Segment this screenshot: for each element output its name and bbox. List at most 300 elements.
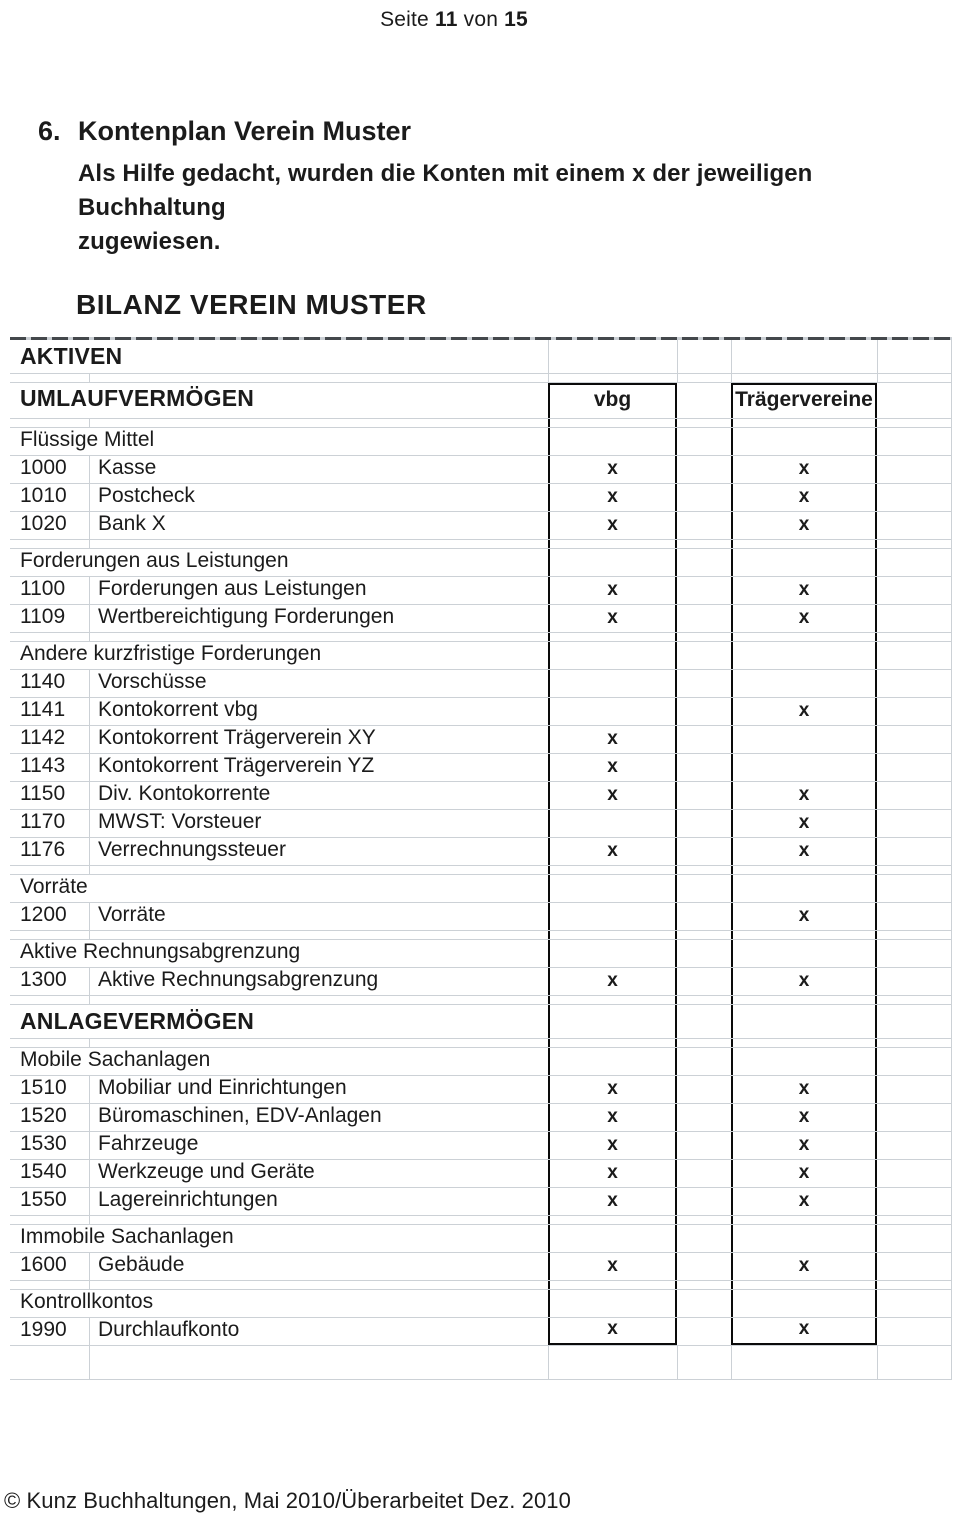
account-code: 1176 bbox=[10, 838, 90, 865]
account-code: 1141 bbox=[10, 698, 90, 725]
traegervereine-mark: x bbox=[731, 838, 877, 865]
traegervereine-mark bbox=[731, 374, 877, 382]
subsection-row bbox=[10, 1048, 952, 1076]
account-label bbox=[90, 540, 548, 548]
vbg-mark bbox=[548, 642, 677, 669]
account-label: Kontokorrent vbg bbox=[98, 698, 258, 721]
spacer-row bbox=[10, 419, 952, 428]
account-code bbox=[10, 374, 90, 382]
traegervereine-mark bbox=[731, 866, 877, 874]
account-row bbox=[10, 1160, 952, 1188]
section-heading bbox=[38, 116, 960, 147]
trailing-cell bbox=[877, 456, 952, 483]
trailing-cell bbox=[877, 670, 952, 697]
gap-cell bbox=[677, 549, 731, 576]
account-label bbox=[90, 633, 548, 641]
vbg-mark bbox=[548, 670, 677, 697]
page-total: 15 bbox=[504, 8, 528, 31]
subtitle-line-2: zugewiesen. bbox=[78, 228, 221, 255]
gap-cell bbox=[677, 428, 731, 455]
vbg-mark: x bbox=[548, 1104, 677, 1131]
traegervereine-column-header: Trägervereine bbox=[731, 383, 877, 418]
traegervereine-mark bbox=[731, 1225, 877, 1252]
trailing-cell bbox=[877, 642, 952, 669]
gap-cell bbox=[677, 484, 731, 511]
trailing-cell bbox=[877, 1132, 952, 1159]
traegervereine-mark: x bbox=[731, 456, 877, 483]
trailing-cell bbox=[877, 605, 952, 632]
vbg-mark bbox=[548, 1048, 677, 1075]
traegervereine-mark: x bbox=[731, 968, 877, 995]
vbg-mark bbox=[548, 340, 677, 373]
account-code bbox=[10, 1346, 90, 1379]
account-code: 1140 bbox=[10, 670, 90, 697]
account-row bbox=[10, 1076, 952, 1104]
account-row bbox=[10, 670, 952, 698]
subsection-row bbox=[10, 549, 952, 577]
spacer-row bbox=[10, 1039, 952, 1048]
account-code: 1143 bbox=[10, 754, 90, 781]
trailing-cell bbox=[877, 698, 952, 725]
account-label: Durchlaufkonto bbox=[98, 1318, 240, 1341]
traegervereine-mark: x bbox=[731, 484, 877, 511]
trailing-cell bbox=[877, 1188, 952, 1215]
trailing-cell bbox=[877, 1104, 952, 1131]
account-row bbox=[10, 1132, 952, 1160]
account-label: Postcheck bbox=[98, 484, 195, 507]
gap-cell bbox=[677, 456, 731, 483]
gap-cell bbox=[677, 340, 731, 373]
page-title: Kontenplan Verein Muster bbox=[78, 116, 412, 146]
traegervereine-mark: x bbox=[731, 1076, 877, 1103]
account-code: 1000 bbox=[10, 456, 90, 483]
page-header-of: von bbox=[463, 8, 499, 31]
trailing-cell bbox=[877, 374, 952, 382]
vbg-mark: x bbox=[548, 838, 677, 865]
gap-cell bbox=[677, 1132, 731, 1159]
account-label: Kontokorrent Trägerverein YZ bbox=[98, 754, 375, 777]
account-code: 1170 bbox=[10, 810, 90, 837]
trailing-cell bbox=[877, 340, 952, 373]
account-code: 1109 bbox=[10, 605, 90, 632]
traegervereine-mark bbox=[731, 726, 877, 753]
vbg-mark bbox=[548, 875, 677, 902]
trailing-cell bbox=[877, 931, 952, 939]
page-header-label: Seite bbox=[380, 8, 429, 31]
gap-cell bbox=[677, 419, 731, 427]
spacer-row bbox=[10, 1281, 952, 1290]
account-row bbox=[10, 456, 952, 484]
gap-cell bbox=[677, 903, 731, 930]
trailing-cell bbox=[877, 540, 952, 548]
account-label bbox=[90, 1039, 548, 1047]
subsection-row bbox=[10, 642, 952, 670]
vbg-mark: x bbox=[548, 1318, 677, 1345]
trailing-cell bbox=[877, 1318, 952, 1345]
trailing-cell bbox=[877, 549, 952, 576]
account-row bbox=[10, 512, 952, 540]
trailing-cell bbox=[877, 1216, 952, 1224]
vbg-mark: x bbox=[548, 1188, 677, 1215]
section-row bbox=[10, 1005, 952, 1039]
trailing-cell bbox=[877, 512, 952, 539]
subsection-label: Vorräte bbox=[20, 875, 88, 898]
gap-cell bbox=[677, 1039, 731, 1047]
vbg-mark bbox=[548, 549, 677, 576]
vbg-mark bbox=[548, 1225, 677, 1252]
traegervereine-mark bbox=[731, 419, 877, 427]
traegervereine-mark: x bbox=[731, 512, 877, 539]
traegervereine-mark: x bbox=[731, 605, 877, 632]
account-label: Vorschüsse bbox=[98, 670, 207, 693]
vbg-mark: x bbox=[548, 754, 677, 781]
section-label: AKTIVEN bbox=[20, 343, 123, 369]
subsection-label: Andere kurzfristige Forderungen bbox=[20, 642, 322, 665]
account-label: Bank X bbox=[98, 512, 166, 535]
account-row bbox=[10, 605, 952, 633]
vbg-mark bbox=[548, 1346, 677, 1379]
account-code: 1300 bbox=[10, 968, 90, 995]
account-code: 1530 bbox=[10, 1132, 90, 1159]
trailing-cell bbox=[877, 838, 952, 865]
gap-cell bbox=[677, 1346, 731, 1379]
section-label: ANLAGEVERMÖGEN bbox=[20, 1008, 255, 1034]
traegervereine-mark bbox=[731, 1281, 877, 1289]
header-row bbox=[10, 383, 952, 419]
vbg-mark: x bbox=[548, 726, 677, 753]
account-code bbox=[10, 1281, 90, 1289]
trailing-cell bbox=[877, 875, 952, 902]
gap-cell bbox=[677, 754, 731, 781]
traegervereine-mark: x bbox=[731, 1160, 877, 1187]
subsection-row bbox=[10, 875, 952, 903]
account-row bbox=[10, 698, 952, 726]
account-label: Fahrzeuge bbox=[98, 1132, 199, 1155]
account-label: Forderungen aus Leistungen bbox=[98, 577, 367, 600]
vbg-mark bbox=[548, 698, 677, 725]
account-row bbox=[10, 1253, 952, 1281]
empty-row bbox=[10, 1346, 952, 1380]
account-code: 1510 bbox=[10, 1076, 90, 1103]
vbg-mark: x bbox=[548, 577, 677, 604]
vbg-mark: x bbox=[548, 1076, 677, 1103]
vbg-mark bbox=[548, 540, 677, 548]
account-label: Wertbereichtigung Forderungen bbox=[98, 605, 395, 628]
gap-cell bbox=[677, 1048, 731, 1075]
account-label: Kasse bbox=[98, 456, 157, 479]
gap-cell bbox=[677, 374, 731, 382]
subsection-row bbox=[10, 1290, 952, 1318]
trailing-cell bbox=[877, 866, 952, 874]
account-label: Aktive Rechnungsabgrenzung bbox=[98, 968, 379, 991]
account-code: 1010 bbox=[10, 484, 90, 511]
trailing-cell bbox=[877, 484, 952, 511]
trailing-cell bbox=[877, 726, 952, 753]
trailing-cell bbox=[877, 1039, 952, 1047]
account-row bbox=[10, 754, 952, 782]
spacer-row bbox=[10, 931, 952, 940]
vbg-mark bbox=[548, 866, 677, 874]
vbg-column-header: vbg bbox=[548, 383, 677, 418]
trailing-cell bbox=[877, 1281, 952, 1289]
vbg-mark bbox=[548, 1039, 677, 1047]
trailing-cell bbox=[877, 1290, 952, 1317]
gap-cell bbox=[677, 931, 731, 939]
account-code bbox=[10, 1216, 90, 1224]
gap-cell bbox=[677, 1318, 731, 1345]
spacer-row bbox=[10, 540, 952, 549]
account-row bbox=[10, 1188, 952, 1216]
trailing-cell bbox=[877, 383, 952, 418]
spacer-row bbox=[10, 996, 952, 1005]
traegervereine-mark bbox=[731, 1216, 877, 1224]
gap-cell bbox=[677, 1253, 731, 1280]
vbg-mark bbox=[548, 633, 677, 641]
spacer-row bbox=[10, 374, 952, 383]
bilanz-title: BILANZ VEREIN MUSTER bbox=[76, 289, 427, 320]
page-header bbox=[0, 0, 934, 32]
traegervereine-mark bbox=[731, 1346, 877, 1379]
gap-cell bbox=[677, 968, 731, 995]
subsection-label: Kontrollkontos bbox=[20, 1290, 154, 1313]
account-row bbox=[10, 726, 952, 754]
account-code: 1540 bbox=[10, 1160, 90, 1187]
trailing-cell bbox=[877, 1346, 952, 1379]
vbg-mark: x bbox=[548, 1132, 677, 1159]
trailing-cell bbox=[877, 810, 952, 837]
gap-cell bbox=[677, 1160, 731, 1187]
account-code: 1990 bbox=[10, 1318, 90, 1345]
gap-cell bbox=[677, 782, 731, 809]
vbg-mark: x bbox=[548, 782, 677, 809]
traegervereine-mark bbox=[731, 1005, 877, 1038]
spacer-row bbox=[10, 633, 952, 642]
gap-cell bbox=[677, 1281, 731, 1289]
trailing-cell bbox=[877, 419, 952, 427]
subsection-label: Forderungen aus Leistungen bbox=[20, 549, 289, 572]
traegervereine-mark bbox=[731, 549, 877, 576]
account-row bbox=[10, 968, 952, 996]
gap-cell bbox=[677, 633, 731, 641]
traegervereine-mark: x bbox=[731, 1104, 877, 1131]
vbg-mark bbox=[548, 810, 677, 837]
account-label bbox=[90, 419, 548, 427]
account-label: Gebäude bbox=[98, 1253, 185, 1276]
traegervereine-mark bbox=[731, 754, 877, 781]
vbg-mark bbox=[548, 374, 677, 382]
gap-cell bbox=[677, 1188, 731, 1215]
account-label bbox=[90, 1346, 548, 1379]
account-label: Vorräte bbox=[98, 903, 166, 926]
account-code bbox=[10, 931, 90, 939]
traegervereine-mark: x bbox=[731, 1318, 877, 1345]
vbg-mark bbox=[548, 1281, 677, 1289]
subsection-row bbox=[10, 428, 952, 456]
gap-cell bbox=[677, 1216, 731, 1224]
account-row bbox=[10, 903, 952, 931]
traegervereine-mark bbox=[731, 340, 877, 373]
account-code: 1550 bbox=[10, 1188, 90, 1215]
account-row bbox=[10, 1318, 952, 1346]
vbg-mark: x bbox=[548, 1160, 677, 1187]
vbg-mark bbox=[548, 1005, 677, 1038]
trailing-cell bbox=[877, 1225, 952, 1252]
account-code: 1150 bbox=[10, 782, 90, 809]
gap-cell bbox=[677, 810, 731, 837]
gap-cell bbox=[677, 1290, 731, 1317]
vbg-mark bbox=[548, 996, 677, 1004]
trailing-cell bbox=[877, 903, 952, 930]
gap-cell bbox=[677, 577, 731, 604]
subsection-row bbox=[10, 940, 952, 968]
vbg-mark bbox=[548, 1290, 677, 1317]
account-code bbox=[10, 540, 90, 548]
account-row bbox=[10, 810, 952, 838]
trailing-cell bbox=[877, 577, 952, 604]
vbg-mark: x bbox=[548, 512, 677, 539]
page-footer: © Kunz Buchhaltungen, Mai 2010/Überarbeitet Dez. 2010 bbox=[4, 1488, 571, 1513]
account-code: 1142 bbox=[10, 726, 90, 753]
account-row bbox=[10, 1104, 952, 1132]
account-label: Lagereinrichtungen bbox=[98, 1188, 278, 1211]
gap-cell bbox=[677, 875, 731, 902]
gap-cell bbox=[677, 1076, 731, 1103]
section-row bbox=[10, 340, 952, 374]
traegervereine-mark bbox=[731, 931, 877, 939]
traegervereine-mark bbox=[731, 1039, 877, 1047]
traegervereine-mark bbox=[731, 540, 877, 548]
trailing-cell bbox=[877, 968, 952, 995]
gap-cell bbox=[677, 866, 731, 874]
gap-cell bbox=[677, 1005, 731, 1038]
account-code: 1100 bbox=[10, 577, 90, 604]
traegervereine-mark bbox=[731, 875, 877, 902]
subsection-label: Immobile Sachanlagen bbox=[20, 1225, 234, 1248]
trailing-cell bbox=[877, 940, 952, 967]
trailing-cell bbox=[877, 1048, 952, 1075]
vbg-mark bbox=[548, 931, 677, 939]
traegervereine-mark bbox=[731, 940, 877, 967]
account-label: Kontokorrent Trägerverein XY bbox=[98, 726, 376, 749]
account-code bbox=[10, 419, 90, 427]
vbg-mark bbox=[548, 419, 677, 427]
traegervereine-mark bbox=[731, 1048, 877, 1075]
trailing-cell bbox=[877, 1076, 952, 1103]
section-number: 6. bbox=[38, 116, 61, 146]
gap-cell bbox=[677, 512, 731, 539]
gap-cell bbox=[677, 940, 731, 967]
account-row bbox=[10, 484, 952, 512]
vbg-mark: x bbox=[548, 484, 677, 511]
account-code bbox=[10, 1039, 90, 1047]
subsection-label: Aktive Rechnungsabgrenzung bbox=[20, 940, 301, 963]
gap-cell bbox=[677, 838, 731, 865]
account-label bbox=[90, 931, 548, 939]
account-code: 1200 bbox=[10, 903, 90, 930]
traegervereine-mark: x bbox=[731, 1132, 877, 1159]
traegervereine-mark: x bbox=[731, 698, 877, 725]
account-code bbox=[10, 996, 90, 1004]
vbg-mark: x bbox=[548, 968, 677, 995]
page-number: 11 bbox=[434, 8, 458, 31]
traegervereine-mark: x bbox=[731, 1253, 877, 1280]
gap-cell bbox=[677, 605, 731, 632]
account-label bbox=[90, 1281, 548, 1289]
traegervereine-mark bbox=[731, 642, 877, 669]
subsection-label: Flüssige Mittel bbox=[20, 428, 155, 451]
account-code: 1520 bbox=[10, 1104, 90, 1131]
trailing-cell bbox=[877, 754, 952, 781]
subtitle-line-1: Als Hilfe gedacht, wurden die Konten mit einem x der jeweiligen Buchhaltung bbox=[78, 160, 813, 221]
traegervereine-mark: x bbox=[731, 903, 877, 930]
gap-cell bbox=[677, 698, 731, 725]
trailing-cell bbox=[877, 1005, 952, 1038]
traegervereine-mark: x bbox=[731, 577, 877, 604]
account-label: MWST: Vorsteuer bbox=[98, 810, 262, 833]
account-row bbox=[10, 577, 952, 605]
gap-cell bbox=[677, 383, 731, 418]
traegervereine-mark: x bbox=[731, 1188, 877, 1215]
account-code bbox=[10, 633, 90, 641]
account-label bbox=[90, 1216, 548, 1224]
vbg-mark: x bbox=[548, 1253, 677, 1280]
trailing-cell bbox=[877, 1253, 952, 1280]
traegervereine-mark bbox=[731, 1290, 877, 1317]
vbg-mark bbox=[548, 1216, 677, 1224]
vbg-mark: x bbox=[548, 605, 677, 632]
vbg-mark: x bbox=[548, 456, 677, 483]
account-code: 1020 bbox=[10, 512, 90, 539]
vbg-mark bbox=[548, 940, 677, 967]
spacer-row bbox=[10, 866, 952, 875]
subsection-row bbox=[10, 1225, 952, 1253]
account-label: Verrechnungssteuer bbox=[98, 838, 286, 861]
gap-cell bbox=[677, 670, 731, 697]
account-code: 1600 bbox=[10, 1253, 90, 1280]
traegervereine-mark bbox=[731, 428, 877, 455]
account-label bbox=[90, 374, 548, 382]
spacer-row bbox=[10, 1216, 952, 1225]
account-label: Mobiliar und Einrichtungen bbox=[98, 1076, 347, 1099]
traegervereine-mark bbox=[731, 996, 877, 1004]
account-label bbox=[90, 996, 548, 1004]
account-label bbox=[90, 866, 548, 874]
account-label: Werkzeuge und Geräte bbox=[98, 1160, 315, 1183]
trailing-cell bbox=[877, 996, 952, 1004]
trailing-cell bbox=[877, 633, 952, 641]
gap-cell bbox=[677, 726, 731, 753]
trailing-cell bbox=[877, 1160, 952, 1187]
account-label: Büromaschinen, EDV-Anlagen bbox=[98, 1104, 382, 1127]
vbg-mark bbox=[548, 428, 677, 455]
gap-cell bbox=[677, 540, 731, 548]
subsection-label: Mobile Sachanlagen bbox=[20, 1048, 211, 1071]
vbg-mark bbox=[548, 903, 677, 930]
trailing-cell bbox=[877, 782, 952, 809]
gap-cell bbox=[677, 642, 731, 669]
account-label: Div. Kontokorrente bbox=[98, 782, 271, 805]
gap-cell bbox=[677, 996, 731, 1004]
table-header-label: UMLAUFVERMÖGEN bbox=[20, 385, 255, 411]
account-code bbox=[10, 866, 90, 874]
traegervereine-mark bbox=[731, 670, 877, 697]
gap-cell bbox=[677, 1104, 731, 1131]
traegervereine-mark: x bbox=[731, 810, 877, 837]
gap-cell bbox=[677, 1225, 731, 1252]
account-row bbox=[10, 782, 952, 810]
bilanz-table bbox=[10, 337, 952, 1380]
trailing-cell bbox=[877, 428, 952, 455]
